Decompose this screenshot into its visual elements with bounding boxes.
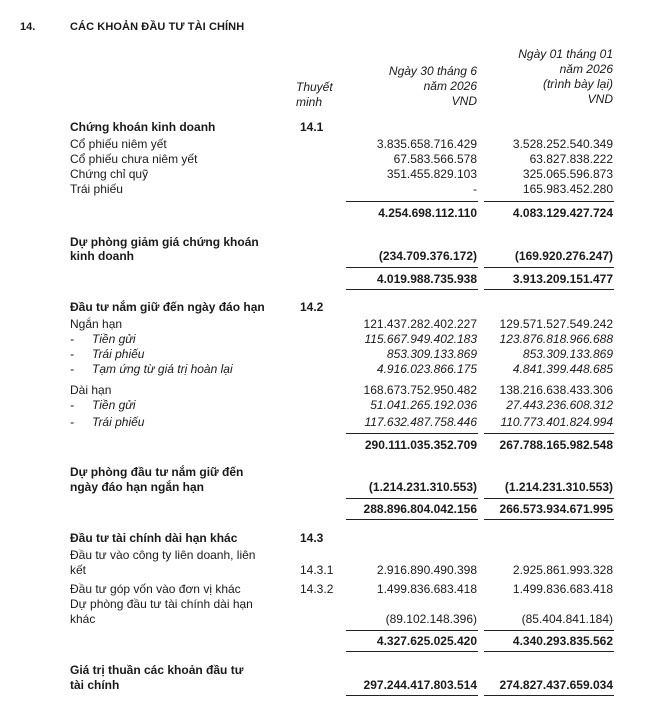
table-row [0,236,659,249]
note-ref: 14.3.2 [300,582,334,596]
value-period-2: 138.216.638.433.306 [499,383,613,397]
note-ref: 14.3.1 [300,563,334,577]
table-row [0,564,659,577]
subtotal-row [0,635,659,648]
row-label: Chứng khoán kinh doanh [70,120,216,134]
value-period-2: (85.404.841.184) [521,612,613,626]
divider [484,519,614,520]
held-to-maturity-heading [0,301,659,314]
value-period-1: 288.896.804.042.156 [363,502,477,516]
table-row [0,549,659,562]
divider [484,433,614,434]
row-label: Cổ phiếu chưa niêm yết [70,152,198,166]
value-period-2: 4.841.399.448.685 [512,362,613,376]
row-label-line-2: tài chính [70,678,120,692]
row-label-line-1: Đầu tư vào công ty liên doanh, liên [70,548,256,562]
row-label: Tiền gửi [92,398,136,412]
row-label: Chứng chỉ quỹ [70,167,149,181]
value-period-1: 4.019.988.735.938 [376,272,477,286]
subtotal-row [0,273,659,286]
row-label-line-2: kinh doanh [70,249,134,263]
note-column-header [296,80,338,110]
divider [484,289,614,290]
subtotal-row [0,503,659,516]
value-period-2: 325.065.596.873 [522,167,613,181]
value-period-2: 123.876.818.966.688 [499,332,613,346]
row-label: Tạm ứng từ giá trị hoàn lại [92,362,233,376]
value-period-2: (1.214.231.310.553) [504,480,613,494]
row-label-line-2: khác [70,612,96,626]
value-period-2: 274.827.437.659.034 [499,678,613,692]
table-row [0,664,659,677]
row-label: Đầu tư tài chính dài hạn khác [70,531,238,545]
value-period-2: 853.309.133.869 [522,347,613,361]
row-label: Trái phiếu [92,347,145,361]
value-period-1: 853.309.133.869 [386,347,477,361]
bullet-dash: - [70,362,74,376]
value-period-1: 290.111.035.352.709 [364,438,477,452]
bullet-dash: - [70,398,74,412]
value-period-1: (234.709.376.172) [378,249,477,263]
other-long-term-investments-heading [0,532,659,545]
section-title: CÁC KHOẢN ĐẦU TƯ TÀI CHÍNH [70,21,245,33]
value-period-1: 117.632.487.758.446 [364,415,477,429]
table-row [0,384,659,397]
value-period-1: 51.041.265.192.036 [370,398,477,412]
value-period-2: 110.773.401.824.994 [500,415,613,429]
divider [484,498,614,499]
divider [346,630,478,631]
table-row [0,168,659,181]
table-row [0,333,659,346]
bullet-dash: - [70,415,74,429]
value-period-2: 63.827.838.222 [529,152,613,166]
period-2-header-line-2: năm 2026 [559,62,613,76]
value-period-2: 2.925.861.993.328 [512,563,613,577]
divider [346,289,478,290]
period-2-header-line-4: VND [587,92,613,106]
period-2-header-line-1: Ngày 01 tháng 01 [518,47,613,61]
row-label: Trái phiếu [92,415,145,429]
value-period-2: (169.920.276.247) [514,249,613,263]
value-period-2: 1.499.836.683.418 [512,582,613,596]
note-header-line-2: minh [296,95,323,109]
row-label: Đầu tư góp vốn vào đơn vị khác [70,582,241,596]
period-1-header [389,64,477,109]
row-label: Trái phiếu [70,182,123,196]
value-period-2: 27.443.236.608.312 [506,398,613,412]
value-period-1: - [473,182,477,196]
period-1-header-line-3: VND [451,94,477,108]
row-label-line-1: Dự phòng giảm giá chứng khoán [70,235,259,249]
value-period-1: 3.835.658.716.429 [376,137,477,151]
section-number: 14. [20,21,36,33]
table-row [0,138,659,151]
divider [484,695,614,696]
table-row [0,583,659,596]
bullet-dash: - [70,347,74,361]
row-label-line-1: Giá trị thuần các khoản đầu tư [70,663,244,677]
period-1-header-line-2: năm 2026 [423,79,477,93]
value-period-2: 165.983.452.280 [522,182,613,196]
value-period-1: 4.327.625.025.420 [376,634,477,648]
table-row [0,416,659,429]
table-row [0,153,659,166]
value-period-1: 4.916.023.866.175 [376,362,477,376]
row-label: Tiền gửi [92,332,136,346]
divider [484,201,614,202]
value-period-2: 129.571.527.549.242 [499,317,613,331]
divider [346,201,478,202]
row-label: Đầu tư nắm giữ đến ngày đáo hạn [70,300,265,314]
table-row [0,348,659,361]
table-row [0,318,659,331]
bullet-dash: - [70,332,74,346]
divider [484,630,614,631]
note-header-line-1: Thuyết [296,80,333,94]
note-ref: 14.3 [300,531,324,545]
table-row [0,613,659,626]
divider [346,651,478,652]
value-period-2: 3.528.252.540.349 [512,137,613,151]
row-label-line-1: Dự phòng đầu tư tài chính dài hạn [70,597,253,611]
table-row [0,250,659,263]
table-row [0,399,659,412]
value-period-1: 168.673.752.950.482 [363,383,477,397]
note-ref: 14.1 [300,120,324,134]
grand-total-row [0,679,659,692]
divider [484,651,614,652]
value-period-1: 1.499.836.683.418 [376,582,477,596]
divider [346,519,478,520]
value-period-1: 351.455.829.103 [386,167,477,181]
value-period-2: 266.573.934.671.995 [499,502,613,516]
period-2-header [518,47,613,107]
value-period-2: 3.913.209.151.477 [512,272,613,286]
value-period-1: 297.244.417.803.514 [363,678,477,692]
value-period-2: 4.340.293.835.562 [512,634,613,648]
table-row [0,598,659,611]
row-label: Dài hạn [70,383,112,397]
row-label: Cổ phiếu niêm yết [70,137,167,151]
table-row [0,466,659,479]
period-1-header-line-1: Ngày 30 tháng 6 [388,64,477,78]
row-label-line-2: ngày đáo hạn ngắn hạn [70,480,205,494]
row-label: Ngắn hạn [70,317,123,331]
subtotal-row [0,439,659,452]
divider [346,498,478,499]
trading-securities-heading [0,121,659,134]
divider [346,433,478,434]
note-ref: 14.2 [300,300,324,314]
value-period-1: (1.214.231.310.553) [368,480,477,494]
divider [484,267,614,268]
period-2-header-line-3: (trình bày lại) [542,77,613,91]
value-period-1: 2.916.890.490.398 [376,563,477,577]
value-period-2: 267.788.165.982.548 [499,438,613,452]
value-period-1: 121.437.282.402.227 [363,317,477,331]
row-label-line-1: Dự phòng đầu tư nắm giữ đến [70,465,244,479]
value-period-1: 67.583.566.578 [393,152,477,166]
value-period-1: (89.102.148.396) [385,612,477,626]
subtotal-row [0,207,659,220]
table-row [0,183,659,196]
value-period-1: 115.667.949.402.183 [364,332,477,346]
value-period-2: 4.083.129.427.724 [512,206,613,220]
divider [346,695,478,696]
divider [346,267,478,268]
table-row [0,363,659,376]
value-period-1: 4.254.698.112.110 [378,206,477,220]
row-label-line-2: kết [70,563,87,577]
table-row [0,481,659,494]
